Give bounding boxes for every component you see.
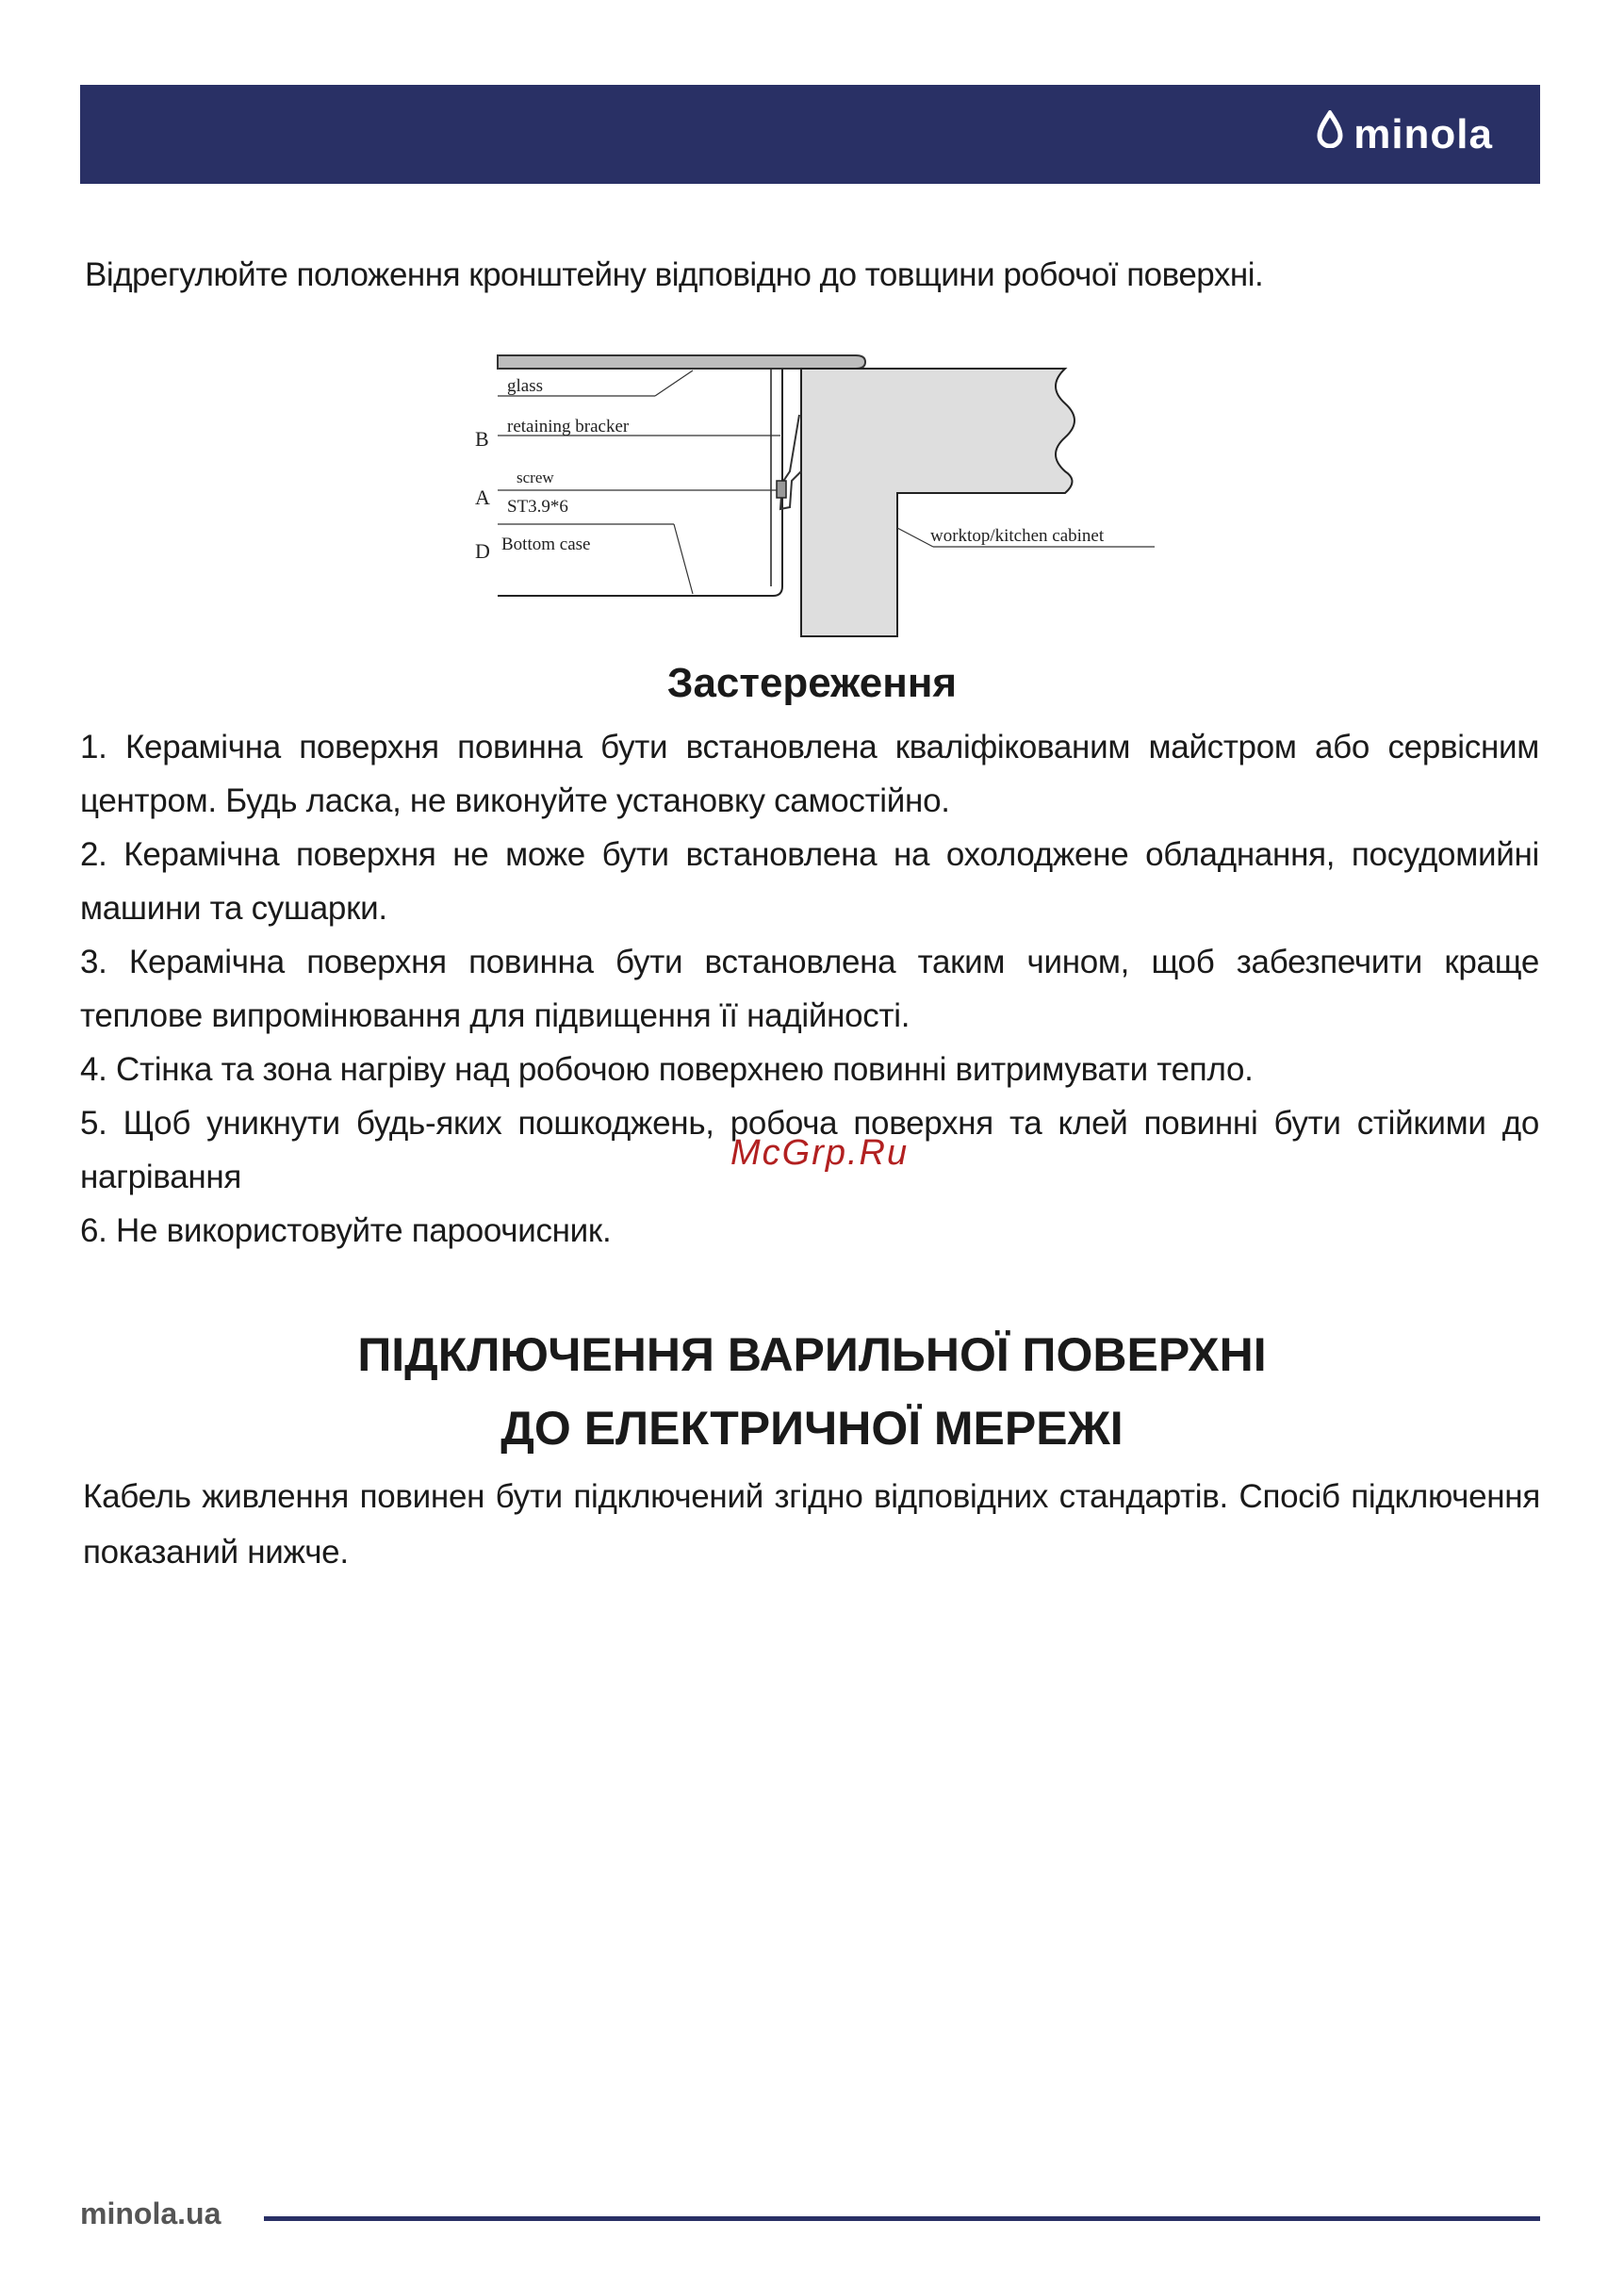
label-retaining: retaining bracker: [507, 417, 630, 436]
label-letter-a: A: [475, 485, 490, 509]
section-title: [0, 1318, 1624, 1465]
bracket-diagram: [462, 339, 1169, 650]
section-title-line1: ПІДКЛЮЧЕННЯ ВАРИЛЬНОЇ ПОВЕРХНІ: [357, 1328, 1267, 1381]
brand-logo: [1316, 85, 1493, 184]
label-screw: screw: [517, 469, 554, 486]
warning-item: 1. Керамічна поверхня повинна бути встановлена кваліфікованим майстром або сервісним центром. Будь ласка, не виконуйте установку самостійно.: [80, 729, 1539, 819]
label-worktop: worktop/kitchen cabinet: [930, 526, 1105, 546]
warning-item: 4. Стінка та зона нагріву над робочою поверхнею повинні витримувати тепло.: [80, 1051, 1254, 1088]
drop-icon: [1316, 110, 1344, 158]
warnings-title: Застереження: [666, 660, 958, 706]
section-title-line2: ДО ЕЛЕКТРИЧНОЇ МЕРЕЖІ: [500, 1402, 1124, 1455]
warning-item: 3. Керамічна поверхня повинна бути встановлена таким чином, щоб забезпечити краще теплове випромінювання для підвищення її надійності.: [80, 944, 1539, 1034]
logo-text: minola: [1353, 110, 1493, 157]
label-letter-b: B: [475, 427, 489, 451]
warning-item: 2. Керамічна поверхня не може бути встановлена на охолоджене обладнання, посудомийні машини та сушарки.: [80, 836, 1539, 927]
intro-text: Відрегулюйте положення кронштейну відповідно до товщини робочої поверхні.: [85, 256, 1264, 293]
header-bar: [80, 85, 1540, 184]
section-body: Кабель живлення повинен бути підключений згідно відповідних стандартів. Спосіб підключення показаний нижче.: [83, 1478, 1540, 1571]
footer-divider: [264, 2216, 1540, 2221]
label-bottom: Bottom case: [501, 535, 591, 554]
warnings-list: [80, 720, 1539, 1258]
screw: [777, 481, 786, 498]
glass-panel: [498, 355, 865, 369]
worktop-shape: [801, 369, 1074, 636]
warning-item: 5. Щоб уникнути будь-яких пошкоджень, робоча поверхня та клей повинні бути стійкими до нагрівання: [80, 1105, 1539, 1195]
warning-item: 6. Не використовуйте пароочисник.: [80, 1212, 612, 1249]
footer-site[interactable]: minola.ua: [80, 2197, 221, 2230]
label-letter-d: D: [475, 539, 490, 563]
watermark: McGrp.Ru: [730, 1133, 910, 1173]
label-screw-spec: ST3.9*6: [507, 497, 568, 517]
label-glass: glass: [507, 376, 543, 396]
